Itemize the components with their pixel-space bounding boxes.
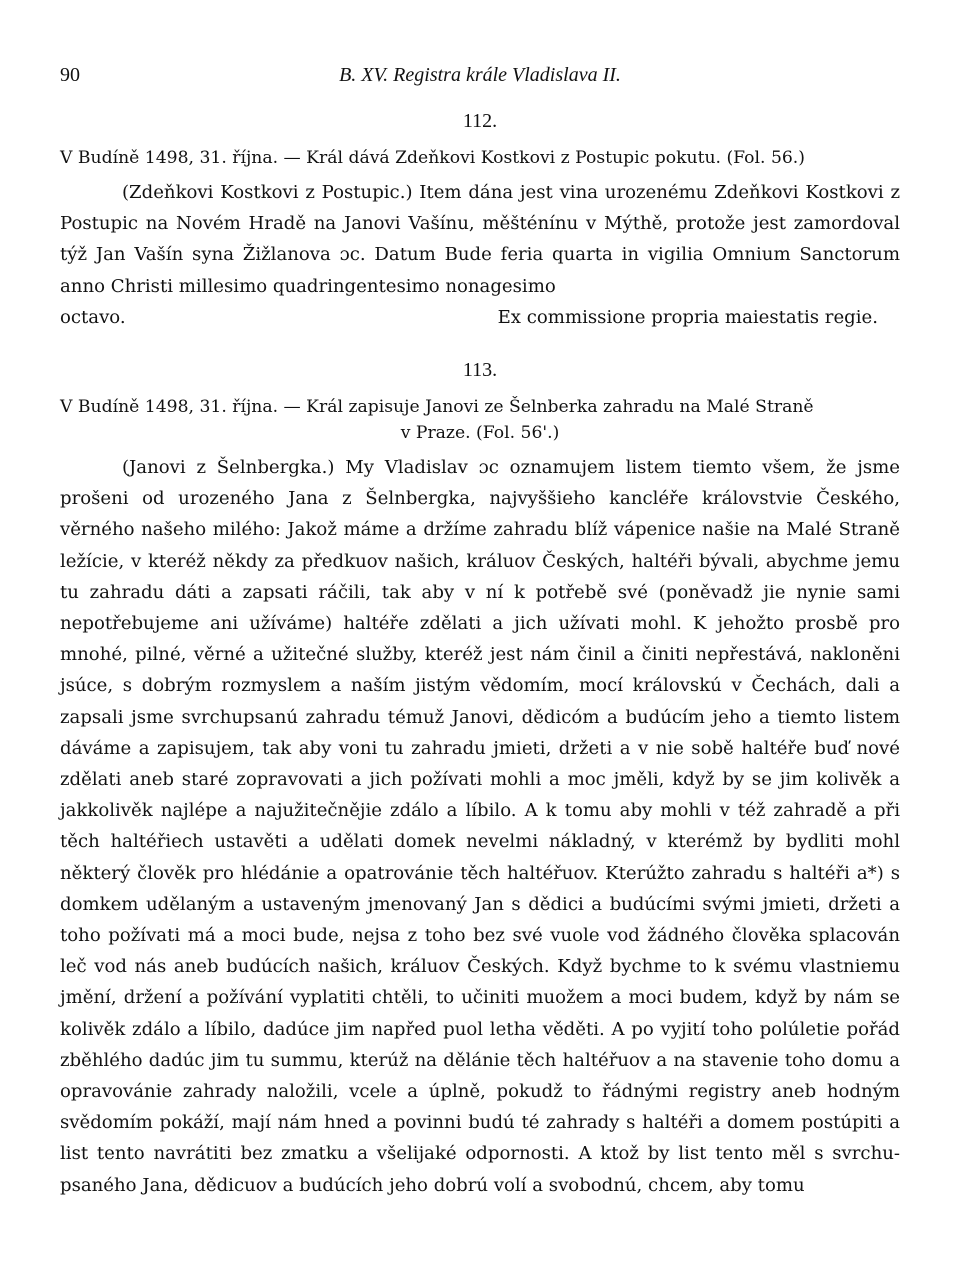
entry-regest: V Budíně 1498, 31. října. — Král dává Zdeňkovi Kostkovi z Postupic pokutu. (Fol. 56.) [60, 148, 805, 168]
entry-113 [60, 359, 900, 1201]
entry-number: 113. [462, 359, 498, 382]
entry-regest [60, 394, 900, 446]
regest-line-1: V Budíně 1498, 31. října. — Král zapisuje Janovi ze Šelnberka zahradu na Malé Straně [60, 397, 814, 418]
running-head [60, 56, 900, 96]
entry-text: (Janovi z Šelnbergka.) My Vladislav ɔc oznamujem listem tiemto všem, že jsme prošeni od urozeného Jana z Šelnbergka, najvyššieho kancléře královstvie Českého, věrného našeho milého: Jakož máme a držíme zahradu blíž vápenice našie na Malé Straně ležície, v kteréž někdy za předkuov našich, králuov Českých, haltéři bývali, abychme jemu tu zahradu dáti a zapsati ráčili, tak aby v ní k potřebě své (poněvadž jie nynie sami nepotřebujeme ani užíváme) haltéře zdělati a jich užívati mohl. K jehožto prosbě pro mnohé, pilné, věrné a užitečné služby, kteréž jest nám činil a činiti nepřestává, nakloněni jsúce, s dobrým rozmyslem a naším jistým vědomím, mocí královskú v Čechách, dali a zapsali jsme svrchupsanú zahradu témuž Janovi, dědicóm a budúcím jeho a tiemto listem dáváme a zapisujem, tak aby voni tu zahradu jmieti, držeti a v nie sobě haltéře buď nové zdělati aneb staré zopravovati a jich požívati mohli a moc jměli, když by se jim kolivěk a jakkolivěk najlépe a najužitečnějie zdálo a líbilo. A k tomu aby mohli v též zahradě a při těch haltéřiech ustavěti a udělati domek nevelmi nákladný, v kterémž by bydliti mohl některý člověk pro hlédánie a opatrovánie těch haltéřuov. Kterúžto zahradu s haltéři a*) s domkem udělaným a ustaveným jmenovaný Jan s dědici a budúcími svými jmieti, držeti a toho požívati má a moci bude, nejsa z toho bez své vuole vod žádného člověka splacován leč vod nás aneb budúcích našich, králuov Českých. Když bychme to k svému vlastniemu jmění, držení a požívání vyplatiti chtěli, to učiniti muožem a moci budem, když by nám se kolivěk zdálo a líbilo, dadúce jim napřed puol letha věděti. A po vyjití toho polúletie pořád zběhlého dadúc jim tu summu, kterúž na dělánie těch haltéřuov a na stavenie toho domu a opravovánie zahrady naložili, vcele a úplně, pokudž to řádnými registry aneb hodným svědomím pokáží, mají nám hned a povinni budú té zahrady s haltéři a domem postúpiti a list tento navrátiti bez zmatku a všelijaké odpornosti. A ktož by list tento měl s svrchupsaného Jana, dědicuov a budúcích jeho dobrú volí a svobodnú, chcem, aby tomu [60, 457, 900, 1196]
running-title: B. XV. Registra krále Vladislava II. [339, 64, 621, 86]
page-number: 90 [60, 64, 80, 86]
closing-line [60, 302, 900, 333]
closing-left: octavo. [60, 306, 126, 328]
entry-number: 112. [462, 110, 498, 132]
entry-text: (Zdeňkovi Kostkovi z Postupic.) Item dána jest vina urozenému Zdeňkovi Kostkovi z Postupic na Novém Hradě na Janovi Vašínu, měšténínu v Mýthě, protože jest zamordoval týž Jan Vašín syna Žižlanova ɔc. Datum Bude feria quarta in vigilia Omnium Sanctorum anno Christi millesimo quadringentesimo nonagesimo [60, 182, 900, 297]
entry-112 [60, 110, 900, 333]
regest-line-2: v Praze. (Fol. 56'.) [400, 423, 560, 444]
commission-note: Ex commissione propria maiestatis regie. [497, 306, 878, 328]
